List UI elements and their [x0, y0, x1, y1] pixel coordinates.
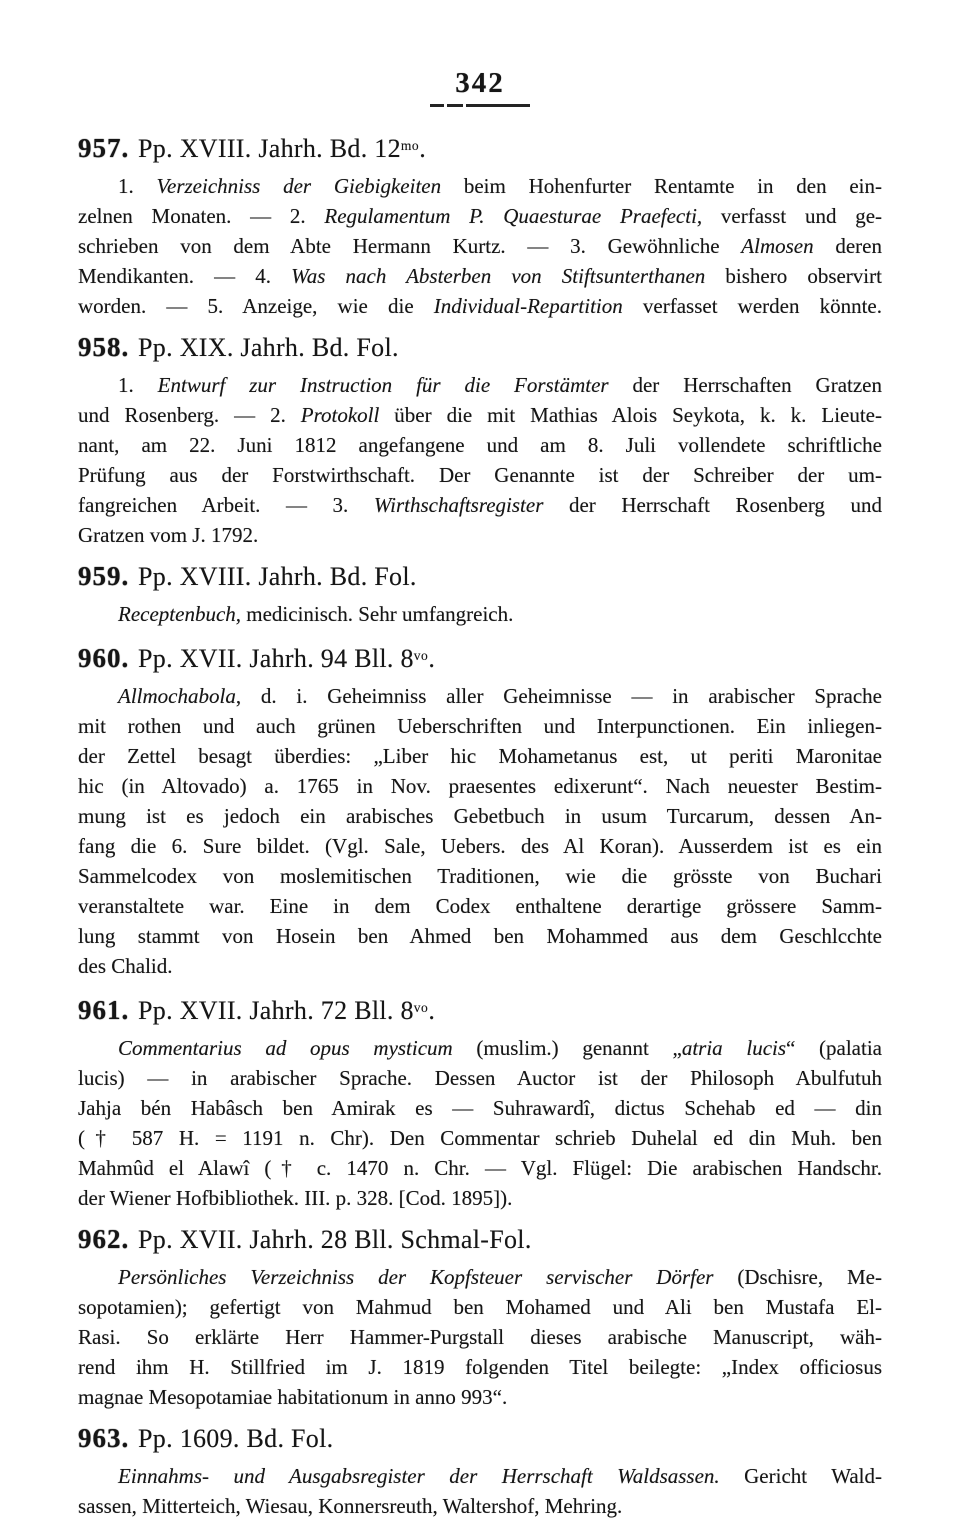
- entry-number: 959.: [78, 561, 130, 592]
- body-text: 1.: [118, 373, 158, 398]
- text-line: [78, 1063, 882, 1093]
- body-text: Pp. XIX. Jahrh. Bd. Fol.: [131, 333, 399, 363]
- body-text: (Dschisre, Me-: [713, 1265, 882, 1290]
- entry-paragraph: [78, 1461, 882, 1521]
- text-line: [78, 951, 882, 981]
- body-text: 1.: [118, 174, 157, 199]
- entry-heading: [78, 639, 882, 675]
- text-line: [78, 201, 882, 231]
- body-text: Pp. XVII. Jahrh. 28 Bll. Schmal-Fol.: [131, 1225, 532, 1255]
- body-text: Sammelcodex von moslemitischen Traditionen, wie die grösste von Buchari: [78, 864, 882, 889]
- title-italic-text: Verzeichniss der Giebigkeiten: [156, 174, 442, 199]
- text-line: [78, 171, 882, 201]
- text-line: [78, 1382, 882, 1412]
- text-line: [78, 1491, 882, 1521]
- catalog-entries: [78, 129, 882, 1521]
- body-text: Pp. 1609. Bd. Fol.: [131, 1424, 334, 1454]
- body-text: zelnen Monaten. — 2.: [78, 204, 325, 229]
- text-line: [78, 460, 882, 490]
- body-text: beim Hohenfurter Rentamte in den ein-: [441, 174, 882, 199]
- body-text: der Wiener Hofbibliothek. III. p. 328. [Cod. 1895]).: [78, 1186, 513, 1211]
- text-line: [78, 231, 882, 261]
- body-text: Jahja bén Habâsch ben Amirak es — Suhrawardî, dictus Schehab ed — din: [78, 1096, 882, 1121]
- entry-paragraph: [78, 171, 882, 321]
- body-text: “ (palatia: [786, 1036, 882, 1061]
- text-line: [78, 1153, 882, 1183]
- text-line: [78, 921, 882, 951]
- title-italic-text: Commentarius ad opus mysticum: [118, 1036, 453, 1061]
- text-line: [78, 1123, 882, 1153]
- body-text: Pp. XVIII. Jahrh. Bd. Fol.: [131, 562, 417, 592]
- entry-number: 962.: [78, 1224, 130, 1255]
- text-line: [78, 1322, 882, 1352]
- page-number: 342: [455, 67, 505, 99]
- entry-958: [78, 331, 882, 550]
- entry-heading: [78, 331, 882, 364]
- body-text: fangreichen Arbeit. — 3.: [78, 493, 374, 518]
- text-line: [78, 520, 882, 550]
- body-text: , d. i. Geheimniss aller Geheimnisse — in arabischer Sprache: [235, 684, 882, 709]
- page-number-rule: [430, 104, 530, 107]
- body-text: über die mit Mathias Alois Seykota, k. k. Lieute-: [379, 403, 882, 428]
- title-italic-text: Protokoll: [300, 403, 380, 428]
- body-text: Prüfung aus der Forstwirthschaft. Der Genannte ist der Schreiber der um-: [78, 463, 882, 488]
- text-line: [78, 1352, 882, 1382]
- entry-heading: [78, 1223, 882, 1256]
- body-text: vo: [413, 648, 429, 664]
- body-text: lung stammt von Hosein ben Ahmed ben Mohammed aus dem Geschlcchte: [78, 924, 882, 949]
- text-line: [78, 1292, 882, 1322]
- text-line: [78, 861, 882, 891]
- body-text: der Herrschaften Gratzen: [608, 373, 882, 398]
- title-italic-text: Persönliches Verzeichniss der Kopfsteuer servischer Dörfer: [118, 1265, 714, 1290]
- text-line: [78, 599, 882, 629]
- text-line: [78, 490, 882, 520]
- body-text: Gericht Wald-: [719, 1464, 882, 1489]
- text-line: [78, 771, 882, 801]
- body-text: deren: [813, 234, 882, 259]
- body-text: der Herrschaft Rosenberg und: [543, 493, 882, 518]
- body-text: mo: [400, 138, 420, 153]
- body-text: nant, am 22. Juni 1812 angefangene und am 8. Juli vollendete schriftliche: [78, 433, 882, 458]
- title-italic-text: Was nach Absterben von Stiftsunterthanen: [291, 264, 706, 289]
- entry-paragraph: [78, 370, 882, 550]
- entry-number: 958.: [78, 332, 130, 363]
- body-text: der Zettel besagt überdies: „Liber hic Mohametanus est, ut periti Maronitae: [78, 744, 882, 769]
- body-text: sopotamien); gefertigt von Mahmud ben Mohamed und Ali ben Mustafa El-: [78, 1295, 882, 1320]
- body-text: schrieben von dem Abte Hermann Kurtz. — 3. Gewöhnliche: [78, 234, 742, 259]
- entry-paragraph: [78, 1033, 882, 1213]
- text-line: [78, 261, 882, 291]
- body-text: magnae Mesopotamiae habitationum in anno 993“.: [78, 1385, 508, 1410]
- body-text: Gratzen vom J. 1792.: [78, 523, 259, 548]
- entry-number: 960.: [78, 643, 130, 674]
- body-text: Pp. XVIII. Jahrh. Bd. 12: [131, 134, 401, 164]
- body-text: verfasset werden könnte.: [622, 294, 882, 319]
- entry-paragraph: [78, 599, 882, 629]
- text-line: [78, 1183, 882, 1213]
- body-text: Mendikanten. — 4.: [78, 264, 292, 289]
- body-text: verfasst und ge-: [702, 204, 883, 229]
- text-line: [78, 370, 882, 400]
- entry-962: [78, 1223, 882, 1412]
- entry-959: [78, 560, 882, 629]
- entry-963: [78, 1422, 882, 1521]
- text-line: [78, 801, 882, 831]
- body-text: worden. — 5. Anzeige, wie die: [78, 294, 434, 319]
- body-text: sassen, Mitterteich, Wiesau, Konnersreuth, Waltershof, Mehring.: [78, 1494, 623, 1519]
- title-italic-text: Einnahms- und Ausgabsregister der Herrschaft Waldsassen.: [118, 1464, 720, 1489]
- body-text: lucis) — in arabischer Sprache. Dessen Auctor ist der Philosoph Abulfutuh: [78, 1066, 882, 1091]
- body-text: mung ist es jedoch ein arabisches Gebetbuch in usum Turcarum, dessen An-: [78, 804, 882, 829]
- text-line: [78, 681, 882, 711]
- body-text: .: [428, 996, 436, 1026]
- entry-heading: [78, 991, 882, 1027]
- entry-paragraph: [78, 681, 882, 981]
- body-text: und Rosenberg. — 2.: [78, 403, 301, 428]
- text-line: [78, 1033, 882, 1063]
- entry-960: [78, 639, 882, 981]
- entry-957: [78, 129, 882, 321]
- body-text: (muslim.) genannt „: [452, 1036, 682, 1061]
- title-italic-text: Receptenbuch,: [118, 602, 242, 627]
- title-italic-text: Almosen: [741, 234, 814, 259]
- entry-961: [78, 991, 882, 1213]
- text-line: [78, 831, 882, 861]
- title-italic-text: Entwurf zur Instruction für die Forstämter: [157, 373, 609, 398]
- body-text: Pp. XVII. Jahrh. 94 Bll. 8: [131, 644, 414, 674]
- body-text: fang die 6. Sure bildet. (Vgl. Sale, Uebers. des Al Koran). Ausserdem ist es ein: [78, 834, 882, 859]
- text-line: [78, 1093, 882, 1123]
- body-text: vo: [413, 1000, 429, 1016]
- entry-heading: [78, 1422, 882, 1455]
- text-line: [78, 430, 882, 460]
- title-italic-text: Allmochabola: [118, 684, 236, 709]
- body-text: bishero observirt: [705, 264, 882, 289]
- text-line: [78, 1262, 882, 1292]
- title-italic-text: Regulamentum P. Quaesturae Praefecti,: [324, 204, 703, 229]
- body-text: Rasi. So erklärte Herr Hammer-Purgstall dieses arabische Manuscript, wäh-: [78, 1325, 882, 1350]
- body-text: des Chalid.: [78, 954, 173, 979]
- page-header: [78, 68, 882, 107]
- body-text: veranstaltete war. Eine in dem Codex enthaltene derartige grössere Samm-: [78, 894, 882, 919]
- title-italic-text: atria lucis: [681, 1036, 787, 1061]
- entry-heading: [78, 560, 882, 593]
- text-line: [78, 291, 882, 321]
- body-text: mit rothen und auch grünen Ueberschriften und Interpunctionen. Ein inliegen-: [78, 714, 882, 739]
- text-line: [78, 400, 882, 430]
- body-text: medicinisch. Sehr umfangreich.: [241, 602, 514, 627]
- entry-paragraph: [78, 1262, 882, 1412]
- body-text: rend ihm H. Stillfried im J. 1819 folgenden Titel beilegte: „Index officiosus: [78, 1355, 882, 1380]
- body-text: Pp. XVII. Jahrh. 72 Bll. 8: [131, 996, 414, 1026]
- body-text: .: [428, 644, 436, 674]
- entry-number: 963.: [78, 1423, 130, 1454]
- text-line: [78, 711, 882, 741]
- body-text: .: [419, 134, 426, 164]
- text-line: [78, 1461, 882, 1491]
- body-text: hic (in Altovado) a. 1765 in Nov. praesentes edixerunt“. Nach neuester Bestim-: [78, 774, 882, 799]
- title-italic-text: Individual-Repartition: [433, 294, 623, 319]
- text-line: [78, 891, 882, 921]
- entry-number: 957.: [78, 133, 130, 164]
- body-text: Mahmûd el Alawî († c. 1470 n. Chr. — Vgl. Flügel: Die arabischen Handschr.: [78, 1156, 882, 1181]
- title-italic-text: Wirthschaftsregister: [373, 493, 544, 518]
- text-line: [78, 741, 882, 771]
- body-text: († 587 H. = 1191 n. Chr). Den Commentar schrieb Duhelal ed din Muh. ben: [78, 1126, 882, 1151]
- entry-heading: [78, 129, 882, 165]
- entry-number: 961.: [78, 995, 130, 1026]
